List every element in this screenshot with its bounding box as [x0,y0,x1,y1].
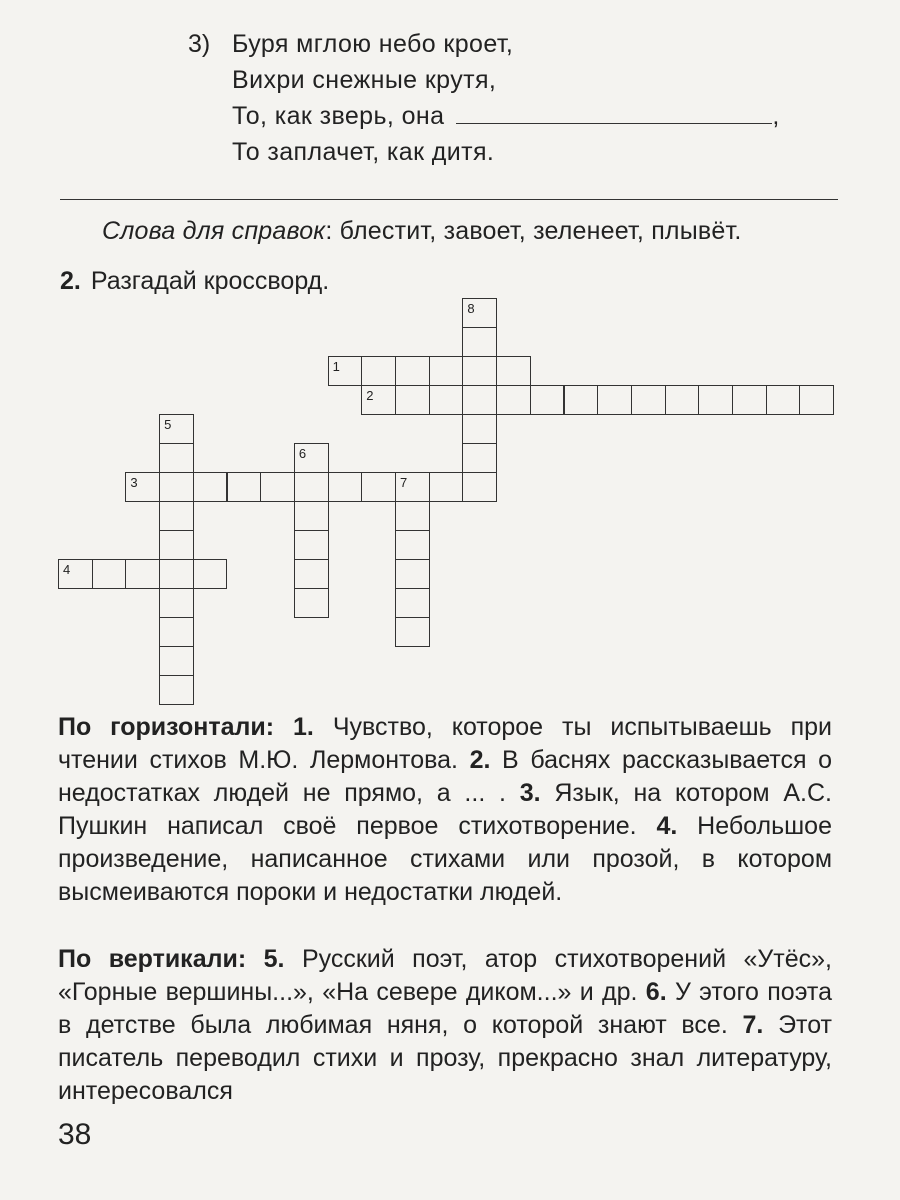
crossword-cell[interactable] [429,356,464,386]
poem-line-3-comma: , [772,102,780,130]
crossword-cell[interactable] [698,385,733,415]
v-clue-6-text: У этого поэта в детстве была любимая няня, о которой знают все. [58,978,832,1039]
h-clue-3-num: 3. [519,779,541,807]
crossword-cell[interactable] [159,588,194,618]
crossword-cell[interactable] [462,385,497,415]
divider [60,199,838,200]
crossword-cell[interactable] [597,385,632,415]
crossword-cell[interactable] [732,385,767,415]
crossword-cell[interactable] [193,472,228,502]
crossword-cell[interactable] [159,559,194,589]
crossword-cell[interactable] [361,472,396,502]
h-clue-1-text: Чувство, которое ты испытываешь при чтении стихов М.Ю. Лермонтова. [58,713,833,774]
crossword-cell[interactable] [496,385,531,415]
h-clue-3-text: Язык, на котором А.С. Пушкин написал своё первое стихотворение. [58,779,833,840]
horizontal-heading: По горизонтали: [58,713,275,741]
h-clue-2-num: 2. [469,746,491,774]
crossword-cell[interactable] [395,588,430,618]
crossword-clue-number: 5 [164,417,172,432]
h-clue-4-num: 4. [656,812,678,840]
crossword-cell[interactable] [395,501,430,531]
crossword-cell[interactable] [159,617,194,647]
poem-number: 3) [188,30,211,58]
poem-line-2: Вихри снежные крутя, [232,66,497,94]
crossword-clue-number: 3 [130,475,138,490]
poem-line-4: То заплачет, как дитя. [232,138,495,166]
crossword-cell[interactable] [159,675,194,705]
crossword-cell[interactable] [766,385,801,415]
crossword-clue-number: 7 [400,475,408,490]
crossword-cell[interactable] [462,414,497,444]
crossword-cell[interactable] [462,472,497,502]
task-text: Разгадай кроссворд. [90,267,330,295]
crossword-cell[interactable] [395,356,430,386]
crossword-clue-number: 6 [298,446,307,461]
crossword-cell[interactable] [159,530,194,560]
crossword-cell[interactable] [294,530,329,560]
vertical-clues [58,943,832,1108]
crossword-cell[interactable] [429,385,464,415]
h-clue-1-num: 1. [293,713,314,741]
task-heading [60,267,329,296]
crossword-cell[interactable] [328,472,363,502]
crossword-cell[interactable] [395,385,430,415]
crossword-cell[interactable] [159,501,194,531]
crossword-clue-number: 8 [467,301,475,316]
reference-label: Слова для справок [102,217,326,245]
crossword-clue-number: 4 [63,562,71,577]
crossword-cell[interactable] [294,588,329,618]
crossword-cell[interactable] [665,385,700,415]
crossword-cell[interactable] [395,559,430,589]
crossword-cell[interactable] [294,472,329,502]
crossword-cell[interactable] [92,559,127,589]
v-clue-7-num: 7. [742,1011,764,1039]
crossword-cell[interactable] [462,356,497,386]
crossword-cell[interactable] [462,443,497,473]
crossword-cell[interactable] [496,356,531,386]
task-number: 2. [60,267,81,295]
h-clue-4-text: Небольшое произведение, написанное стихами или прозой, в котором высмеиваются пороки и недостатки людей. [58,812,832,906]
crossword-cell[interactable] [125,559,160,589]
horizontal-clues [58,711,832,909]
crossword-cell[interactable] [193,559,228,589]
crossword-cell[interactable] [159,646,194,676]
crossword-clue-number: 1 [332,359,340,374]
crossword-cell[interactable] [159,443,194,473]
crossword-cell[interactable] [294,559,329,589]
crossword-cell[interactable] [159,472,194,502]
reference-list: : блестит, завоет, зеленеет, плывёт. [325,217,742,245]
poem-line-3-text: То, как зверь, она [232,102,445,130]
crossword-clue-number: 2 [366,388,374,403]
crossword-cell[interactable] [294,501,329,531]
v-clue-6-num: 6. [645,978,667,1006]
vertical-heading: По вертикали: [58,945,247,973]
crossword-cell[interactable] [564,385,599,415]
v-clue-5-text: Русский поэт, атор стихотворений «Утёс», «Горные вершины...», «На севере диком...» и др. [58,945,832,1006]
v-clue-7-text: Этот писатель переводил стихи и прозу, прекрасно знал литературу, интересовался [58,1011,833,1105]
answer-blank[interactable] [456,105,772,124]
crossword-cell[interactable] [429,472,464,502]
crossword-cell[interactable] [799,385,834,415]
crossword-cell[interactable] [530,385,565,415]
crossword-cell[interactable] [631,385,666,415]
page-number: 38 [58,1118,92,1151]
crossword-cell[interactable] [395,530,430,560]
poem-line-3 [232,102,780,131]
crossword-cell[interactable] [227,472,262,502]
crossword-cell[interactable] [361,356,396,386]
v-clue-5-num: 5. [263,945,285,973]
poem-line-1: Буря мглою небо кроет, [232,30,514,58]
crossword-cell[interactable] [395,617,430,647]
crossword-cell[interactable] [260,472,295,502]
reference-words [102,217,742,246]
crossword-cell[interactable] [462,327,497,357]
h-clue-2-text: В баснях рассказывается о недостатках людей не прямо, а ... . [58,746,832,807]
